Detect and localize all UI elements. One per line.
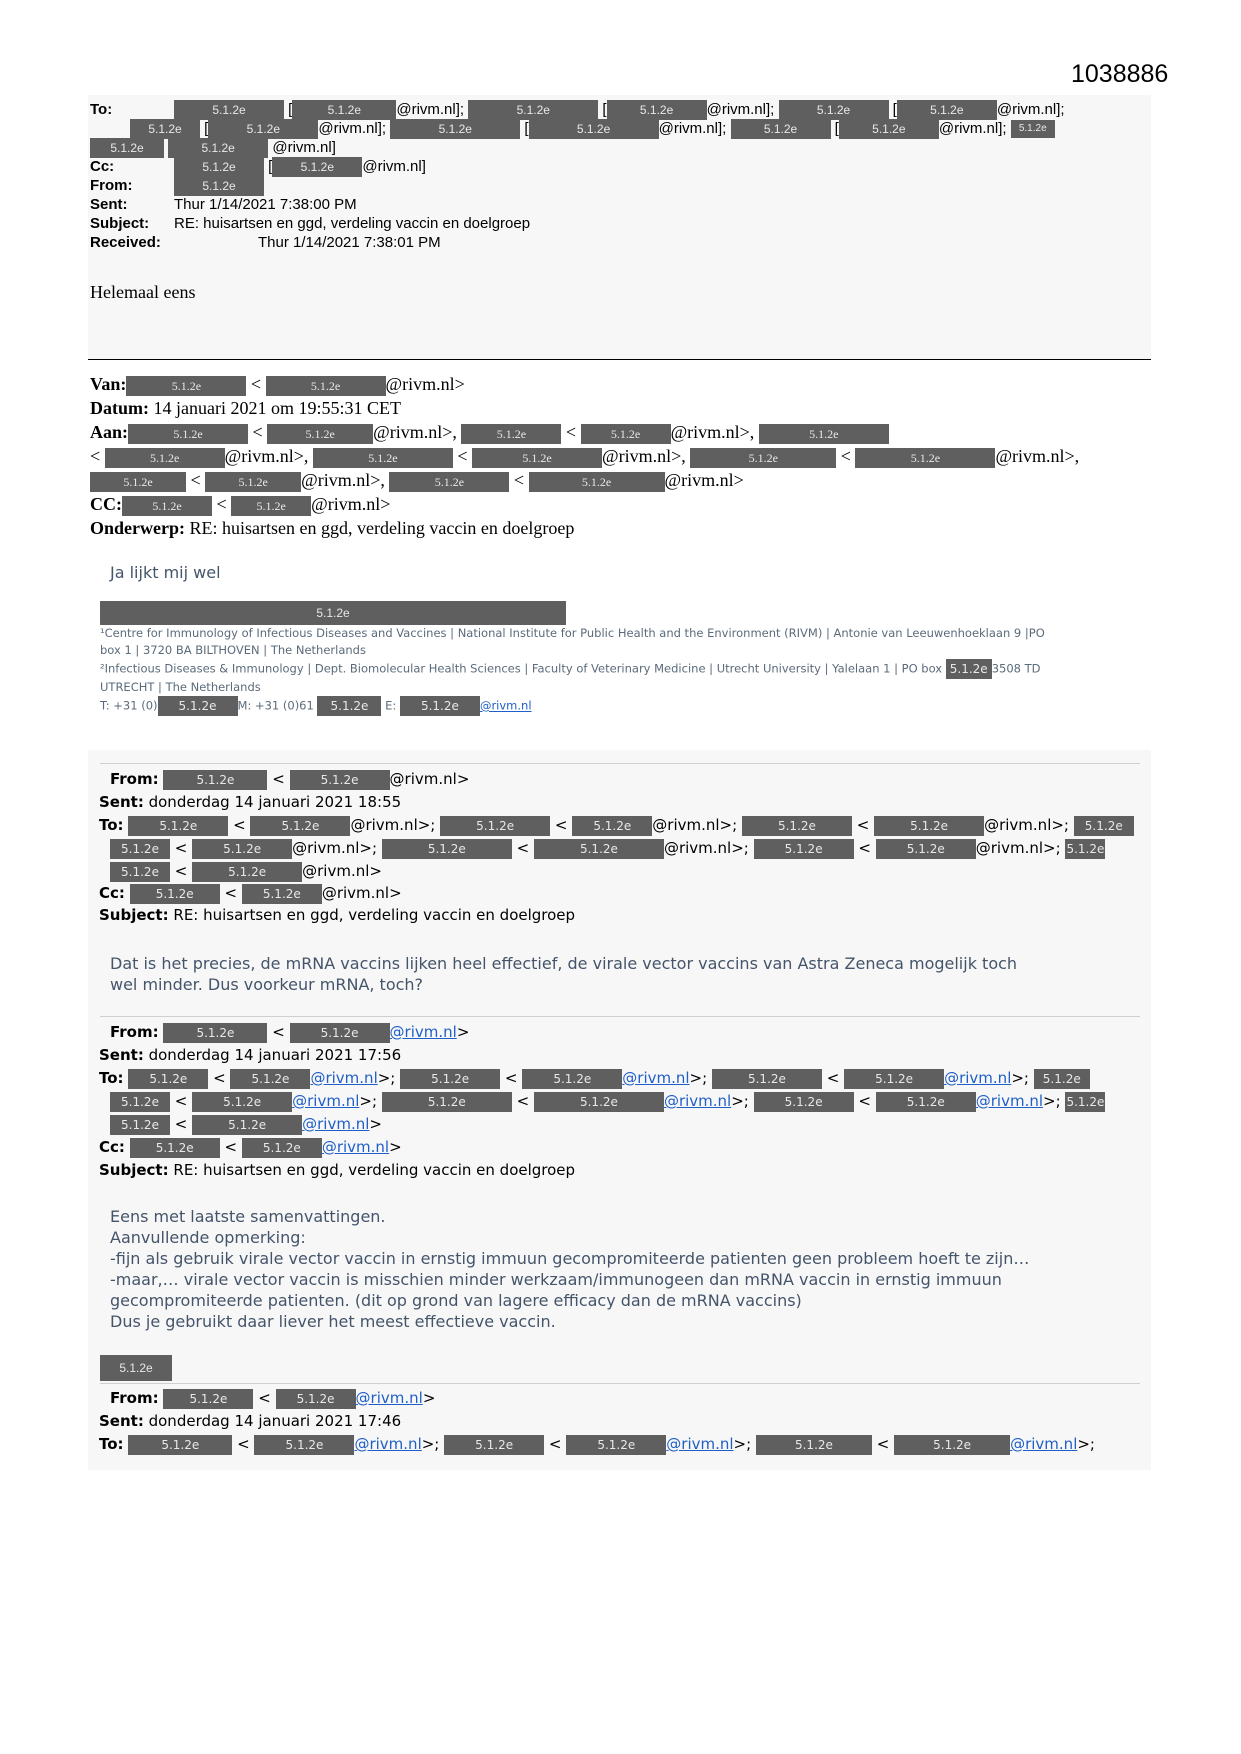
redaction: 5.1.2e [250,816,350,836]
redaction: 5.1.2e [290,770,390,790]
divider [100,763,1140,764]
recipient-email-link[interactable]: @rivm.nl [321,1138,390,1156]
received-value: Thur 1/14/2021 7:38:01 PM [258,234,441,251]
redaction: 5.1.2e [844,1069,944,1089]
redaction: 5.1.2e [534,839,664,859]
redaction: 5.1.2e [759,424,889,444]
subject-value: RE: huisartsen en ggd, verdeling vaccin en doelgroep [174,215,531,232]
redaction: 5.1.2e [100,601,566,625]
redaction: 5.1.2e [100,1355,172,1381]
email1-received-line [90,233,1150,252]
sent-value: Thur 1/14/2021 7:38:00 PM [174,196,357,213]
redaction: 5.1.2e [128,424,248,444]
redaction: 5.1.2e [174,176,264,196]
redaction: 5.1.2e [472,448,602,468]
email2-aan-line: < 5.1.2e @rivm.nl>, 5.1.2e < 5.1.2e @rivm.nl>, 5.1.2e < 5.1.2e @rivm.nl>, [90,446,1080,466]
sent-label: Sent: [99,1412,144,1430]
recipient-domain: @rivm.nl> [311,494,391,514]
redaction: 5.1.2e [400,1069,500,1089]
body-line: Dat is het precies, de mRNA vaccins lijken heel effectief, de virale vector vaccins van Astra Zeneca mogelijk toch [110,954,1018,973]
email3-from-line: From: 5.1.2e < 5.1.2e @rivm.nl> [110,770,470,788]
recipient-email-link[interactable]: @rivm.nl [354,1435,422,1453]
recipient-domain: @rivm.nl]; [658,120,727,137]
recipient-domain: @rivm.nl> [664,470,744,490]
redaction: 5.1.2e [607,100,707,120]
email2-van-line: Van: 5.1.2e < 5.1.2e @rivm.nl> [90,374,465,394]
email2-datum-line [90,396,1150,420]
redaction: 5.1.2e [208,119,318,139]
recipient-domain: @rivm.nl> [385,374,465,394]
redaction: 5.1.2e [1065,1092,1105,1112]
email2-header [90,372,1150,540]
redaction: 5.1.2e [174,157,264,177]
sent-label: Sent: [90,196,128,213]
cc-label: Cc: [90,158,115,175]
body-line: Aanvullende opmerking: [110,1228,306,1247]
email1-to-line [90,138,1150,157]
recipient-domain: @rivm.nl]; [996,101,1065,118]
redaction: 5.1.2e [522,1069,622,1089]
email4-cc-line: Cc: 5.1.2e < 5.1.2e @rivm.nl> [99,1138,402,1156]
recipient-domain: @rivm.nl>, [373,422,457,442]
redaction: 5.1.2e [267,424,373,444]
cc-label: Cc: [99,1138,125,1156]
redaction: 5.1.2e [110,862,170,882]
redacted-name [100,1355,1160,1381]
redaction: 5.1.2e [292,100,396,120]
cc-label: Cc: [99,884,125,902]
redaction: 5.1.2e [874,816,984,836]
recipient-domain: @rivm.nl]; [938,120,1007,137]
email5-to-line: To: 5.1.2e < 5.1.2e @rivm.nl>; 5.1.2e < 5.1.2e @rivm.nl>; 5.1.2e < 5.1.2e @rivm.nl>; [99,1435,1095,1453]
redaction: 5.1.2e [1011,120,1055,138]
redaction: 5.1.2e [855,448,995,468]
redaction: 5.1.2e [712,1069,822,1089]
recipient-email-link[interactable]: @rivm.nl [975,1092,1044,1110]
recipient-email-link[interactable]: @rivm.nl [663,1092,732,1110]
recipient-email-link[interactable]: @rivm.nl [1010,1435,1078,1453]
redaction: 5.1.2e [894,1435,1010,1455]
redaction: 5.1.2e [742,816,852,836]
redaction: 5.1.2e [163,1389,253,1409]
email3-sent-line [99,791,1150,814]
email1-subject-line [90,214,1150,233]
email1-header [90,100,1150,252]
signature-line: box 1 | 3720 BA BILTHOVEN | The Netherlands [100,643,366,657]
redaction: 5.1.2e [1074,816,1134,836]
email4-body [110,1206,1150,1332]
email3-subject-line [99,904,1150,927]
sent-value: donderdag 14 januari 2021 17:56 [148,1046,402,1064]
redaction: 5.1.2e [317,696,381,716]
sender-domain: @rivm.nl> [389,770,470,788]
email3-body [110,953,1150,995]
redaction: 5.1.2e [192,1115,302,1135]
to-label: To: [99,816,124,834]
from-label: From: [110,770,159,788]
signature-line: ²Infectious Diseases & Immunology | Dept. Biomolecular Health Sciences | Faculty of Veterinary Medicine | Utrecht University | Yalelaan 1 | PO box 5.1.2e 3508 TD [100,659,1150,679]
recipient-domain: @rivm.nl>, [602,446,686,466]
aan-label: Aan: [90,422,129,442]
redaction: 5.1.2e [163,1023,267,1043]
redaction: 5.1.2e [126,376,246,396]
redaction: 5.1.2e [779,100,889,120]
onderwerp-label: Onderwerp: [90,518,185,538]
recipient-email-link[interactable]: @rivm.nl [292,1092,360,1110]
redaction: 5.1.2e [272,157,362,177]
email3-header [99,768,1150,927]
signature-line: UTRECHT | The Netherlands [100,680,261,694]
email1-sent-line [90,195,1150,214]
body-line: wel minder. Dus voorkeur mRNA, toch? [110,975,424,994]
redaction: 5.1.2e [105,448,225,468]
redaction: 5.1.2e [128,816,228,836]
redaction: 5.1.2e [572,816,652,836]
redaction: 5.1.2e [192,862,302,882]
divider [88,359,1151,360]
email1-from-line [90,176,1150,195]
email5-sent-line [99,1410,1150,1433]
redaction: 5.1.2e [242,884,322,904]
cc-label: CC: [90,494,122,514]
subject-value: RE: huisartsen en ggd, verdeling vaccin en doelgroep [173,1161,576,1179]
signature-line: ¹Centre for Immunology of Infectious Diseases and Vaccines | National Institute for Public Health and the Environment (RIVM) | Antonie van Leeuwenhoeklaan 9 |PO [100,626,1045,640]
to-label: To: [90,101,113,118]
email3-to-line: To: 5.1.2e < 5.1.2e @rivm.nl>; 5.1.2e < 5.1.2e @rivm.nl>; 5.1.2e < 5.1.2e @rivm.nl>; 5.1.2e [99,814,1150,837]
subject-label: Subject: [99,1161,169,1179]
email1-to-line: 5.1.2e [ 5.1.2e @rivm.nl]; 5.1.2e [ 5.1.2e @rivm.nl]; 5.1.2e [ 5.1.2e @rivm.nl]; 5.1.2e [90,119,1150,138]
redaction: 5.1.2e [130,1138,220,1158]
redaction: 5.1.2e [192,839,292,859]
redaction: 5.1.2e [130,119,200,139]
email3-to-line: 5.1.2e < 5.1.2e @rivm.nl> [110,860,1150,883]
redaction: 5.1.2e [444,1435,544,1455]
email4-from-line: From: 5.1.2e < 5.1.2e @rivm.nl> [110,1023,470,1041]
recipient-domain: @rivm.nl>, [995,446,1080,466]
email3-to-line: 5.1.2e < 5.1.2e @rivm.nl>; 5.1.2e < 5.1.2e @rivm.nl>; 5.1.2e < 5.1.2e @rivm.nl>; 5.1.2e [110,837,1150,860]
redaction: 5.1.2e [390,119,520,139]
document-number: 1038886 [1071,60,1169,88]
email2-body: Ja lijkt mij wel [110,563,221,582]
sent-value: donderdag 14 januari 2021 18:55 [148,793,402,811]
redaction: 5.1.2e [130,884,220,904]
redaction: 5.1.2e [276,1389,356,1409]
email4-to-line: 5.1.2e < 5.1.2e @rivm.nl> [110,1113,1150,1136]
email4-header [99,1021,1150,1182]
sender-email-link[interactable]: @rivm.nl [389,1023,457,1041]
redaction: 5.1.2e [163,770,267,790]
body-line: -fijn als gebruik virale vector vaccin in ernstig immuun gecompromiteerde patienten geen probleem hoeft te zijn… [110,1249,1030,1268]
redaction: 5.1.2e [731,119,831,139]
recipient-email-link[interactable]: @rivm.nl [310,1069,378,1087]
subject-label: Subject: [99,906,169,924]
to-label: To: [99,1069,124,1087]
recipient-domain: @rivm.nl]; [396,101,465,118]
signature-contact: T: +31 (0) 5.1.2e M: +31 (0)61 5.1.2e E: 5.1.2e @rivm.nl [100,696,1150,716]
redaction: 5.1.2e [461,424,561,444]
recipient-domain: @rivm.nl] [362,158,426,175]
redaction: 5.1.2e [231,496,311,516]
redaction: 5.1.2e [174,100,284,120]
datum-value: 14 januari 2021 om 19:55:31 CET [153,398,401,418]
recipient-domain: @rivm.nl>, [301,470,385,490]
redaction: 5.1.2e [754,1092,854,1112]
signature-email-link[interactable]: @rivm.nl [479,698,532,713]
recipient-domain: @rivm.nl>, [224,446,309,466]
recipient-email-link[interactable]: @rivm.nl [944,1069,1012,1087]
redaction: 5.1.2e [581,424,671,444]
sender-email-link[interactable]: @rivm.nl [355,1389,423,1407]
redaction: 5.1.2e [534,1092,664,1112]
redaction: 5.1.2e [1065,839,1105,859]
redaction: 5.1.2e [839,119,939,139]
redaction: 5.1.2e [266,376,386,396]
recipient-domain: @rivm.nl]; [706,101,775,118]
email2-onderwerp-line [90,516,1150,540]
redaction: 5.1.2e [242,1138,322,1158]
redaction: 5.1.2e [168,138,268,158]
redaction: 5.1.2e [205,472,301,492]
divider [100,1383,1140,1384]
email4-sent-line [99,1044,1150,1067]
redaction: 5.1.2e [1034,1069,1090,1089]
redaction: 5.1.2e [254,1435,354,1455]
signature [100,601,1150,716]
redaction: 5.1.2e [946,659,992,679]
redaction: 5.1.2e [389,472,509,492]
redaction: 5.1.2e [756,1435,872,1455]
redaction: 5.1.2e [158,696,238,716]
redaction: 5.1.2e [529,119,659,139]
redaction: 5.1.2e [192,1092,292,1112]
email2-aan-line: Aan: 5.1.2e < 5.1.2e @rivm.nl>, 5.1.2e < 5.1.2e @rivm.nl>, 5.1.2e [90,420,1150,444]
email1-to-line: To: 5.1.2e [ 5.1.2e @rivm.nl]; 5.1.2e [ 5.1.2e @rivm.nl]; 5.1.2e [ 5.1.2e @rivm.nl]; [90,100,1150,119]
email1-cc-line: Cc: 5.1.2e [ 5.1.2e @rivm.nl] [90,157,1150,176]
redaction: 5.1.2e [313,448,453,468]
recipient-email-link[interactable]: @rivm.nl [666,1435,734,1453]
redaction: 5.1.2e [230,1069,310,1089]
recipient-domain: @rivm.nl>, [670,422,755,442]
email2-aan-line: 5.1.2e < 5.1.2e @rivm.nl>, 5.1.2e < 5.1.2e @rivm.nl> [90,468,1150,492]
email1-body: Helemaal eens [90,282,196,302]
redaction: 5.1.2e [400,696,480,716]
body-line: -maar,… virale vector vaccin is misschien minder werkzaam/immunogeen dan mRNA vaccin in ernstig immuun [110,1270,1002,1289]
email4-to-line: To: 5.1.2e < 5.1.2e @rivm.nl>; 5.1.2e < 5.1.2e @rivm.nl>; 5.1.2e < 5.1.2e @rivm.nl>; 5.1.2e [99,1067,1150,1090]
email3-cc-line: Cc: 5.1.2e < 5.1.2e @rivm.nl> [99,884,402,902]
redaction: 5.1.2e [876,1092,976,1112]
divider [100,1016,1140,1017]
subject-value: RE: huisartsen en ggd, verdeling vaccin en doelgroep [173,906,576,924]
email4-to-line: 5.1.2e < 5.1.2e @rivm.nl>; 5.1.2e < 5.1.2e @rivm.nl>; 5.1.2e < 5.1.2e @rivm.nl>; 5.1.2e [110,1090,1150,1113]
subject-label: Subject: [90,215,150,232]
email5-header [99,1387,1150,1456]
from-label: From: [110,1023,159,1041]
redaction: 5.1.2e [128,1069,208,1089]
redaction: 5.1.2e [128,1435,232,1455]
redaction: 5.1.2e [440,816,550,836]
from-label: From: [90,177,133,194]
body-line: Dus je gebruikt daar liever het meest effectieve vaccin. [110,1312,556,1331]
onderwerp-value: RE: huisartsen en ggd, verdeling vaccin en doelgroep [189,518,575,538]
email2-cc-line: CC: 5.1.2e < 5.1.2e @rivm.nl> [90,494,391,514]
recipient-domain: @rivm.nl]; [318,120,387,137]
redaction: 5.1.2e [566,1435,666,1455]
redaction: 5.1.2e [290,1023,390,1043]
received-label: Received: [90,234,161,251]
recipient-domain: @rivm.nl] [272,139,336,156]
email4-subject-line [99,1159,1150,1182]
redaction: 5.1.2e [110,1115,170,1135]
redaction: 5.1.2e [90,472,186,492]
redaction: 5.1.2e [382,839,512,859]
datum-label: Datum: [90,398,149,418]
body-line: Eens met laatste samenvattingen. [110,1207,386,1226]
redaction: 5.1.2e [468,100,598,120]
redaction: 5.1.2e [110,1092,170,1112]
redaction: 5.1.2e [382,1092,512,1112]
redaction: 5.1.2e [876,839,976,859]
redaction: 5.1.2e [529,472,665,492]
redaction: 5.1.2e [690,448,836,468]
sent-value: donderdag 14 januari 2021 17:46 [148,1412,402,1430]
redaction: 5.1.2e [122,496,212,516]
recipient-email-link[interactable]: @rivm.nl [302,1115,370,1133]
sent-label: Sent: [99,793,144,811]
redaction: 5.1.2e [90,138,164,158]
redaction: 5.1.2e [754,839,854,859]
from-label: From: [110,1389,159,1407]
van-label: Van: [90,374,127,394]
email5-from-line: From: 5.1.2e < 5.1.2e @rivm.nl> [110,1389,436,1407]
redaction: 5.1.2e [110,839,170,859]
to-label: To: [99,1435,124,1453]
redaction: 5.1.2e [897,100,997,120]
sent-label: Sent: [99,1046,144,1064]
recipient-email-link[interactable]: @rivm.nl [622,1069,690,1087]
body-line: gecompromiteerde patienten. (dit op grond van lagere efficacy dan de mRNA vaccins) [110,1291,802,1310]
